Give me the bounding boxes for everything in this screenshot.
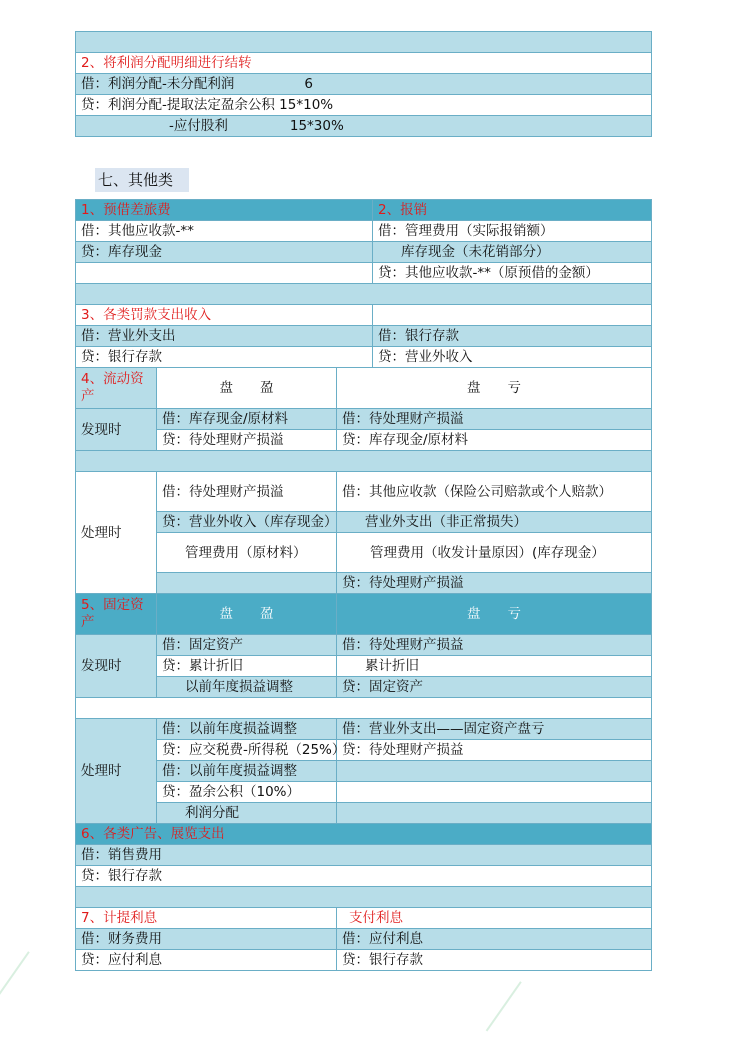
pay-debit: 借：应付利息 xyxy=(337,929,652,950)
fines-debit: 借：营业外支出 xyxy=(76,326,373,347)
advertising-debit: 借：销售费用 xyxy=(76,845,652,866)
section-title: 七、其他类 xyxy=(95,168,189,192)
profit-transfer-table xyxy=(75,31,652,137)
fa-handle-s1: 借：以前年度损益调整 xyxy=(157,719,337,740)
step2-title: 2、将利润分配明细进行结转 xyxy=(76,53,652,74)
reimburse-cash: 库存现金（未花销部分） xyxy=(373,242,652,263)
surplus-header: 盘 盈 xyxy=(157,368,337,409)
pay-interest-title: 支付利息 xyxy=(337,908,652,929)
fa-handle-s4: 贷：盈余公积（10%） xyxy=(157,782,337,803)
fa-found-loss-credit: 贷：固定资产 xyxy=(337,677,652,698)
fa-surplus-header: 盘 盈 xyxy=(157,594,337,635)
reimburse-title: 2、报销 xyxy=(373,200,652,221)
blank-row xyxy=(76,32,652,53)
blank-cell xyxy=(76,263,373,284)
other-category-table xyxy=(75,199,652,971)
fa-handle-s2: 贷：应交税费-所得税（25%） xyxy=(157,740,337,761)
found-label: 发现时 xyxy=(76,409,157,451)
travel-credit: 贷：库存现金 xyxy=(76,242,373,263)
accrue-interest-title: 7、计提利息 xyxy=(76,908,337,929)
travel-debit: 借：其他应收款-** xyxy=(76,221,373,242)
fa-handle-s3: 借：以前年度损益调整 xyxy=(157,761,337,782)
fa-found-surplus-adj: 以前年度损益调整 xyxy=(157,677,337,698)
reimburse-debit: 借：管理费用（实际报销额） xyxy=(373,221,652,242)
found-surplus-credit: 贷：待处理财产损溢 xyxy=(157,430,337,451)
debit-amount: 6 xyxy=(304,76,313,92)
blank-row xyxy=(76,698,652,719)
found-surplus-debit: 借：库存现金/原材料 xyxy=(157,409,337,430)
handle-loss-debit: 借：其他应收款（保险公司赔款或个人赔款） xyxy=(337,472,652,512)
accrue-credit: 贷：应付利息 xyxy=(76,950,337,971)
debit-row: 借：利润分配-未分配利润 6 xyxy=(76,74,652,95)
loss-header: 盘 亏 xyxy=(337,368,652,409)
found-loss-debit: 借：待处理财产损溢 xyxy=(337,409,652,430)
fixed-assets-title: 5、固定资产 xyxy=(76,594,157,635)
blank-cell xyxy=(337,803,652,824)
handle-label: 处理时 xyxy=(76,472,157,594)
credit2-amount: 15*30% xyxy=(289,118,344,134)
blank-cell xyxy=(337,782,652,803)
reimburse-credit: 贷：其他应收款-**（原预借的金额） xyxy=(373,263,652,284)
accrue-debit: 借：财务费用 xyxy=(76,929,337,950)
current-assets-title: 4、流动资产 xyxy=(76,368,157,409)
pay-credit: 贷：银行存款 xyxy=(337,950,652,971)
fa-found-label: 发现时 xyxy=(76,635,157,698)
blank-cell xyxy=(373,305,652,326)
advertising-credit: 贷：银行存款 xyxy=(76,866,652,887)
blank-cell xyxy=(337,761,652,782)
fa-handle-loss-debit: 借：营业外支出——固定资产盘亏 xyxy=(337,719,652,740)
fa-loss-header: 盘 亏 xyxy=(337,594,652,635)
fa-handle-s5: 利润分配 xyxy=(157,803,337,824)
found-loss-credit: 贷：库存现金/原材料 xyxy=(337,430,652,451)
fa-found-loss-depr: 累计折旧 xyxy=(337,656,652,677)
fines-income-debit: 借：银行存款 xyxy=(373,326,652,347)
fa-found-loss-debit: 借：待处理财产损益 xyxy=(337,635,652,656)
fa-found-surplus-debit: 借：固定资产 xyxy=(157,635,337,656)
travel-title: 1、预借差旅费 xyxy=(76,200,373,221)
fa-found-surplus-credit: 贷：累计折旧 xyxy=(157,656,337,677)
handle-loss-admin: 管理费用（收发计量原因）(库存现金） xyxy=(337,533,652,573)
credit-amount: 15*10% xyxy=(279,97,334,113)
handle-loss-nonnormal: 营业外支出（非正常损失） xyxy=(337,512,652,533)
blank-row xyxy=(76,284,652,305)
fa-handle-loss-credit: 贷：待处理财产损益 xyxy=(337,740,652,761)
watermark-decoration xyxy=(0,951,54,1019)
fines-title: 3、各类罚款支出收入 xyxy=(76,305,373,326)
fines-credit: 贷：银行存款 xyxy=(76,347,373,368)
handle-surplus-admin: 管理费用（原材料） xyxy=(157,533,337,573)
blank-row xyxy=(76,887,652,908)
credit-row: 贷：利润分配-提取法定盈余公积 15*10% xyxy=(76,95,652,116)
watermark-decoration xyxy=(486,981,547,1049)
fa-handle-label: 处理时 xyxy=(76,719,157,824)
fines-income-credit: 贷：营业外收入 xyxy=(373,347,652,368)
advertising-title: 6、各类广告、展览支出 xyxy=(76,824,652,845)
blank-cell xyxy=(157,573,337,594)
credit2-row: -应付股利 15*30% xyxy=(76,116,652,137)
handle-loss-credit: 贷：待处理财产损溢 xyxy=(337,573,652,594)
handle-surplus-debit: 借：待处理财产损溢 xyxy=(157,472,337,512)
handle-surplus-credit: 贷：营业外收入（库存现金） xyxy=(157,512,337,533)
blank-row xyxy=(76,451,652,472)
